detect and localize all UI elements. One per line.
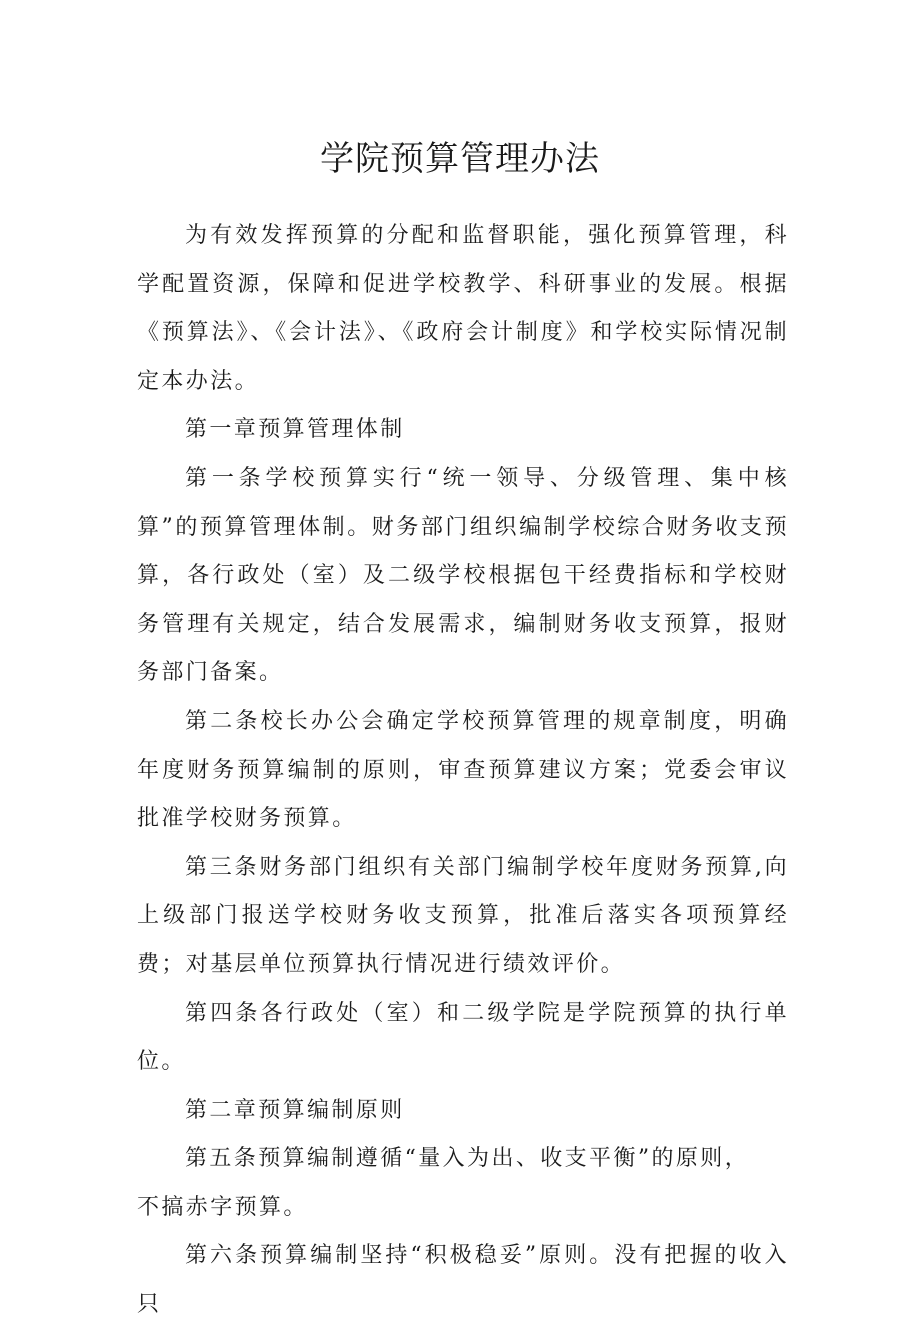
article-3-paragraph: 第三条财务部门组织有关部门编制学校年度财务预算,向上级部门报送学校财务收支预算，批准后落实各项预算经费；对基层单位预算执行情况进行绩效评价。 (137, 854, 789, 977)
article-1-paragraph: 第一条学校预算实行“统一领导、分级管理、集中核算”的预算管理体制。财务部门组织编制学校综合财务收支预算，各行政处（室）及二级学校根据包干经费指标和学校财务管理有关规定，结合发展需求，编制财务收支预算，报财务部门备案。 (137, 465, 789, 686)
article-5-paragraph: 第五条预算编制遵循“量入为出、收支平衡”的原则， (185, 1146, 750, 1172)
article-6-paragraph: 第六条预算编制坚持“积极稳妥”原则。没有把握的收入只 (137, 1243, 789, 1318)
document-body (137, 212, 789, 1330)
document-title: 学院预算管理办法 (320, 139, 600, 179)
article-5-continuation: 不搞赤字预算。 (137, 1194, 308, 1220)
chapter-heading-2: 第二章预算编制原则 (185, 1097, 405, 1123)
chapter-heading-1: 第一章预算管理体制 (185, 417, 405, 443)
article-4-paragraph: 第四条各行政处（室）和二级学院是学院预算的执行单位。 (137, 1000, 789, 1075)
article-2-paragraph: 第二条校长办公会确定学校预算管理的规章制度，明确年度财务预算编制的原则，审查预算建议方案；党委会审议批准学校财务预算。 (137, 708, 789, 832)
intro-paragraph: 为有效发挥预算的分配和监督职能，强化预算管理，科学配置资源，保障和促进学校教学、科研事业的发展。根据《预算法》、《会计法》、《政府会计制度》和学校实际情况制定本办法。 (137, 223, 789, 394)
